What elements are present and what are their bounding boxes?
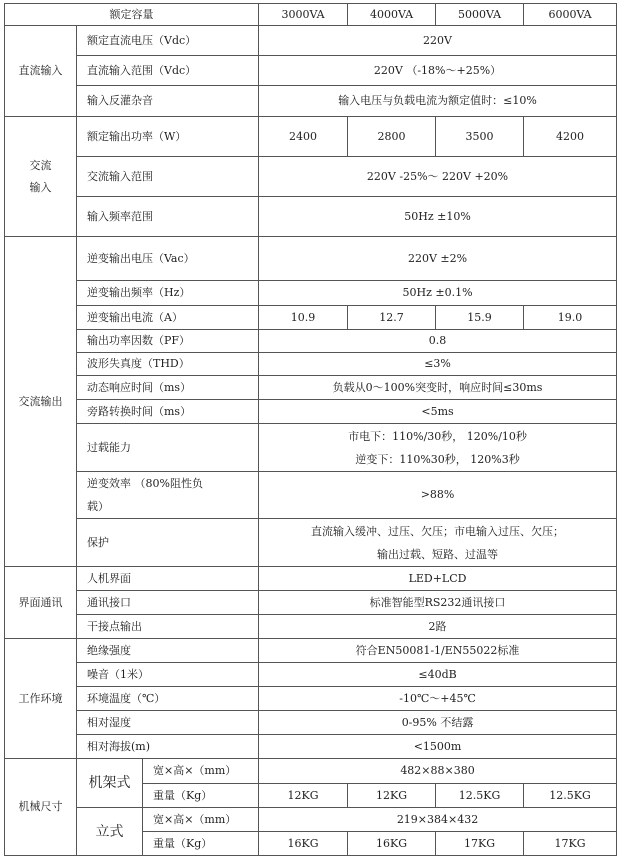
table-row bbox=[5, 56, 617, 86]
protection-line: 输出过载、短路、过温等 bbox=[377, 547, 499, 561]
tower-label: 立式 bbox=[77, 808, 143, 856]
row-label: 直流输入范围（Vdc） bbox=[77, 56, 259, 86]
row-value: ≤3% bbox=[259, 353, 617, 376]
current-3000va: 10.9 bbox=[259, 306, 348, 330]
row-value bbox=[259, 424, 617, 472]
group-ac-output: 交流输出 bbox=[5, 237, 77, 567]
spec-table bbox=[4, 3, 617, 856]
row-value: 482×88×380 bbox=[259, 759, 617, 784]
tower-weight-3000va: 16KG bbox=[259, 832, 348, 856]
rack-weight-4000va: 12KG bbox=[348, 784, 436, 808]
row-label: 相对海拔(m) bbox=[77, 735, 259, 759]
row-value: <1500m bbox=[259, 735, 617, 759]
table-row bbox=[5, 615, 617, 639]
rack-label: 机架式 bbox=[77, 759, 143, 808]
table-row bbox=[5, 306, 617, 330]
group-label-line: 交流 bbox=[29, 158, 52, 172]
row-label: 干接点输出 bbox=[77, 615, 259, 639]
row-value: 输入电压与负载电流为额定值时：≤10% bbox=[259, 86, 617, 117]
table-row bbox=[5, 735, 617, 759]
row-label: 动态响应时间（ms） bbox=[77, 376, 259, 400]
row-label: 噪音（1米） bbox=[77, 663, 259, 687]
power-6000va: 4200 bbox=[524, 117, 617, 157]
table-row bbox=[5, 86, 617, 117]
tower-weight-5000va: 17KG bbox=[436, 832, 524, 856]
row-label: 环境温度（℃） bbox=[77, 687, 259, 711]
row-value: 220V bbox=[259, 26, 617, 56]
row-label: 输入频率范围 bbox=[77, 197, 259, 237]
overload-line: 市电下：110%/30秒， 120%/10秒 bbox=[348, 429, 527, 443]
row-label: 逆变输出电压（Vac） bbox=[77, 237, 259, 281]
tower-weight-4000va: 16KG bbox=[348, 832, 436, 856]
model-4000va: 4000VA bbox=[348, 4, 436, 26]
row-value: 符合EN50081-1/EN55022标准 bbox=[259, 639, 617, 663]
row-label: 相对湿度 bbox=[77, 711, 259, 735]
table-row bbox=[5, 281, 617, 306]
table-row bbox=[5, 400, 617, 424]
group-interface: 界面通讯 bbox=[5, 567, 77, 639]
table-row bbox=[5, 639, 617, 663]
table-row bbox=[5, 117, 617, 157]
table-row bbox=[5, 472, 617, 519]
power-4000va: 2800 bbox=[348, 117, 436, 157]
row-value: ≤40dB bbox=[259, 663, 617, 687]
row-value: >88% bbox=[259, 472, 617, 519]
tower-weight-6000va: 17KG bbox=[524, 832, 617, 856]
row-value: 0.8 bbox=[259, 330, 617, 353]
row-label: 重量（Kg） bbox=[143, 784, 259, 808]
row-label: 过载能力 bbox=[77, 424, 259, 472]
row-label: 额定输出功率（W） bbox=[77, 117, 259, 157]
protection-line: 直流输入缓冲、过压、欠压；市电输入过压、欠压； bbox=[311, 524, 565, 538]
rack-weight-5000va: 12.5KG bbox=[436, 784, 524, 808]
row-label: 逆变输出电流（A） bbox=[77, 306, 259, 330]
row-label: 逆变输出频率（Hz） bbox=[77, 281, 259, 306]
group-ac-input bbox=[5, 117, 77, 237]
row-label bbox=[77, 472, 259, 519]
table-row bbox=[5, 663, 617, 687]
row-value: 50Hz ±10% bbox=[259, 197, 617, 237]
row-label: 波形失真度（THD） bbox=[77, 353, 259, 376]
row-label: 重量（Kg） bbox=[143, 832, 259, 856]
row-label: 绝缘强度 bbox=[77, 639, 259, 663]
group-environment: 工作环境 bbox=[5, 639, 77, 759]
row-label: 宽×高×（mm） bbox=[143, 759, 259, 784]
group-dc-input: 直流输入 bbox=[5, 26, 77, 117]
table-row bbox=[5, 808, 617, 832]
row-label: 输入反灌杂音 bbox=[77, 86, 259, 117]
table-row bbox=[5, 353, 617, 376]
table-row bbox=[5, 519, 617, 567]
row-label: 通讯接口 bbox=[77, 591, 259, 615]
group-label-line: 输入 bbox=[29, 180, 52, 194]
row-value: <5ms bbox=[259, 400, 617, 424]
model-3000va: 3000VA bbox=[259, 4, 348, 26]
current-4000va: 12.7 bbox=[348, 306, 436, 330]
header-label: 额定容量 bbox=[5, 4, 259, 26]
rack-weight-3000va: 12KG bbox=[259, 784, 348, 808]
table-row bbox=[5, 330, 617, 353]
current-6000va: 19.0 bbox=[524, 306, 617, 330]
current-5000va: 15.9 bbox=[436, 306, 524, 330]
row-value: 标准智能型RS232通讯接口 bbox=[259, 591, 617, 615]
table-row bbox=[5, 759, 617, 784]
overload-line: 逆变下：110%30秒， 120%3秒 bbox=[355, 452, 520, 466]
table-row bbox=[5, 197, 617, 237]
row-value: LED+LCD bbox=[259, 567, 617, 591]
row-value: 220V ±2% bbox=[259, 237, 617, 281]
row-label: 输出功率因数（PF） bbox=[77, 330, 259, 353]
row-label: 宽×高×（mm） bbox=[143, 808, 259, 832]
row-label: 旁路转换时间（ms） bbox=[77, 400, 259, 424]
table-row bbox=[5, 157, 617, 197]
table-row bbox=[5, 376, 617, 400]
group-mechanical: 机械尺寸 bbox=[5, 759, 77, 856]
table-row bbox=[5, 687, 617, 711]
row-value: 0-95% 不结露 bbox=[259, 711, 617, 735]
row-value: 219×384×432 bbox=[259, 808, 617, 832]
row-value: 50Hz ±0.1% bbox=[259, 281, 617, 306]
table-row bbox=[5, 591, 617, 615]
rack-weight-6000va: 12.5KG bbox=[524, 784, 617, 808]
row-value: 220V （-18%～+25%） bbox=[259, 56, 617, 86]
row-value: 2路 bbox=[259, 615, 617, 639]
row-value bbox=[259, 519, 617, 567]
table-row bbox=[5, 26, 617, 56]
power-3000va: 2400 bbox=[259, 117, 348, 157]
efficiency-label-line: 逆变效率 （80%阻性负 bbox=[87, 477, 203, 490]
row-label: 额定直流电压（Vdc） bbox=[77, 26, 259, 56]
row-label: 保护 bbox=[77, 519, 259, 567]
header-row bbox=[5, 4, 617, 26]
row-value: 220V -25%～ 220V +20% bbox=[259, 157, 617, 197]
efficiency-label-line: 载） bbox=[87, 500, 109, 513]
table-row bbox=[5, 424, 617, 472]
row-label: 人机界面 bbox=[77, 567, 259, 591]
model-5000va: 5000VA bbox=[436, 4, 524, 26]
row-value: -10℃～+45℃ bbox=[259, 687, 617, 711]
row-label: 交流输入范围 bbox=[77, 157, 259, 197]
row-value: 负载从0～100%突变时，响应时间≤30ms bbox=[259, 376, 617, 400]
table-row bbox=[5, 237, 617, 281]
table-row bbox=[5, 711, 617, 735]
model-6000va: 6000VA bbox=[524, 4, 617, 26]
table-row bbox=[5, 567, 617, 591]
power-5000va: 3500 bbox=[436, 117, 524, 157]
